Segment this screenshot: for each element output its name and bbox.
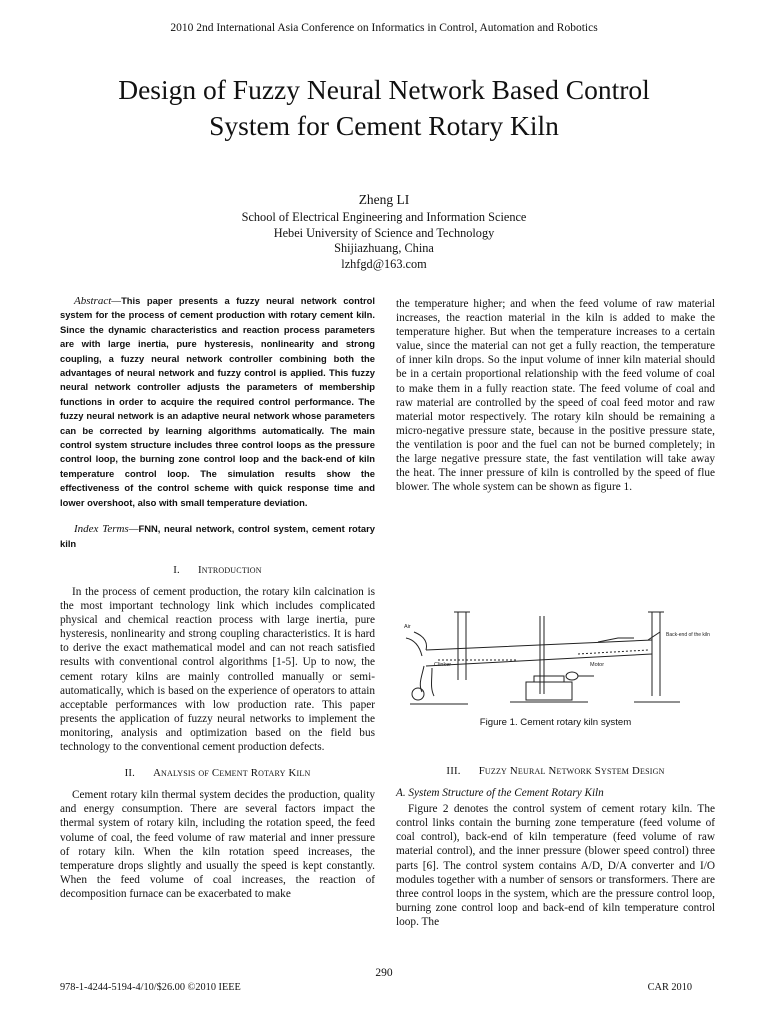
section-title: Analysis of Cement Rotary Kiln — [153, 767, 311, 780]
abstract-label: Abstract— — [74, 295, 122, 307]
label-motor: Motor — [590, 662, 605, 668]
label-air: Air — [404, 624, 411, 630]
author-block — [0, 192, 768, 272]
section-heading-fnn — [396, 764, 715, 778]
section-number: III. — [446, 765, 461, 777]
footer-conference-code: CAR 2010 — [647, 982, 692, 993]
author-name: Zheng LI — [358, 192, 410, 207]
section-title: Fuzzy Neural Network System Design — [478, 765, 665, 777]
introduction-paragraph: In the process of cement production, the rotary kiln calcination is the most important technology link which includes complicated physical and chemical reaction process with large inertia, pure hysteresis, nonlinearity and strong coupling characteristics. It is hard to derive the exact mathematical model and can not reach satisfied results with conventional control algorithms [1-5]. Up to now, the cement rotary kilns are mainly controlled manually or semi-automatically, which is based on the experience of operators to attain acceptable performances with low production rate. This paper presents the application of fuzzy neural networks to implement the monitoring, analysis and optimization based on the field bus technology to the conventional cement production defects. — [60, 586, 375, 754]
index-terms-text: FNN, neural network, control system, cement rotary kiln — [60, 523, 375, 549]
figure-1-kiln-diagram — [398, 610, 714, 706]
title-line-2: System for Cement Rotary Kiln — [209, 110, 559, 141]
analysis-continued-paragraph: the temperature higher; and when the feed volume of raw material increases, the reaction material in the kiln is added to make the temperature higher. But when the temperature increases to a certain value, since the material can not get a fully reaction, the temperature of inner kiln drops. So the input volume of inner kiln material should be in a certain proportional relationship with the feed volume of coal to make them in a fully reaction state. The feed volume of coal and raw material are controlled by the speed of coal feed motor and raw material motor respectively. The rotary kiln should be remaining a micro-negative pressure state, because in the positive pressure state, the ventilation is poor and the fuel can not be burned completely; in the large negative pressure state, the fast ventilation will take away the heat. The inner pressure of kiln is controlled by the speed of flue blower. The whole system can be shown as figure 1. — [396, 298, 715, 494]
label-backend: Back-end of the kiln — [666, 632, 710, 638]
section-title: Introduction — [197, 563, 262, 576]
section-number: I. — [173, 563, 180, 576]
right-column-lower — [396, 764, 715, 929]
label-clinker: Clinker — [434, 662, 452, 668]
section-heading-analysis — [60, 766, 375, 780]
conference-header: 2010 2nd International Asia Conference on Informatics in Control, Automation and Robotics — [170, 22, 598, 34]
right-column — [396, 297, 715, 494]
index-terms-label: Index Terms— — [74, 523, 139, 536]
analysis-paragraph: Cement rotary kiln thermal system decides the production, quality and energy consumption. There are several factors impact the thermal system of rotary kiln, including the rotation speed, the feed volume of coal, the feed volume of raw material and inner pressure of rotary kiln. When the kiln rotation speed increases, the temperature drops slightly and usually the speed is kept constantly. When the feed volume of coal increases, the reaction of decomposition furnace can be exacerbated to make — [60, 789, 375, 900]
kiln-system-svg — [398, 610, 714, 706]
right-tower — [652, 612, 660, 696]
title-line-1: Design of Fuzzy Neural Network Based Control — [118, 74, 650, 105]
fnn-paragraph: Figure 2 denotes the control system of cement rotary kiln. The control links contain the burning zone temperature (feed volume of coal control), back-end of kiln temperature (feed volume of raw material control), and the inner pressure (blower speed control) three parts [6]. The control system contains A/D, D/A converter and I/O modules together with a number of sensors or transformers. There are three control loops in the system, which are the pressure control loop, burning zone control loop and back-end of kiln temperature control loop. The — [396, 803, 715, 928]
paper-title — [40, 72, 728, 144]
section-heading-introduction — [60, 563, 375, 577]
section-number: II. — [124, 767, 136, 780]
left-column — [60, 294, 375, 901]
figure-1-caption: Figure 1. Cement rotary kiln system — [479, 717, 632, 728]
author-university: Hebei University of Science and Technology — [273, 225, 495, 240]
page-number: 290 — [375, 967, 393, 979]
author-affiliation: School of Electrical Engineering and Information Science — [241, 210, 527, 225]
subsection-heading: A. System Structure of the Cement Rotary Kiln — [396, 787, 604, 800]
author-email: lzhfgd@163.com — [341, 256, 427, 271]
kiln-body — [426, 640, 652, 666]
index-terms — [60, 522, 375, 551]
abstract-text: This paper presents a fuzzy neural network control system for the process of cement production with rotary cement kiln. Since the dynamic characteristics and reaction process parameters are with large inertia, pure hysteresis, nonlinearity and strong coupling, a fuzzy neural network controller combining both the advantages of neural network and fuzzy control is applied. This fuzzy neural network controller adjusts the parameters of membership functions in order to acquire the required control performance. The fuzzy neural network is an adaptive neural network whose parameters can be corrected by learning algorithms automatically. The main control system structure includes three control loops as the pressure control loop, the burning zone control loop and the back-end of kiln temperature control loop. The simulation results show the effectiveness of the control scheme with quick response time and lower overshoot, also with small temperature deviation. — [60, 295, 375, 508]
author-location: Shijiazhuang, China — [334, 241, 434, 256]
footer-isbn: 978-1-4244-5194-4/10/$26.00 ©2010 IEEE — [60, 982, 241, 993]
left-tower — [458, 612, 466, 680]
abstract — [60, 294, 375, 510]
